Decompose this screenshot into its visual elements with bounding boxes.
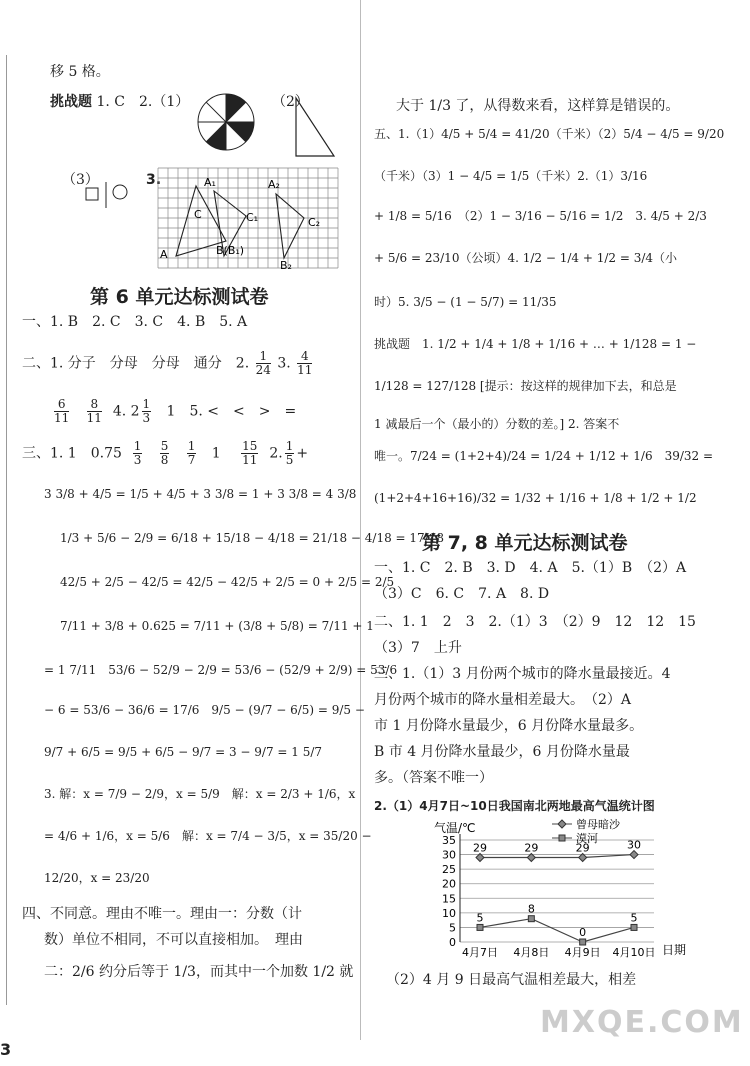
x-tick-label: 4月8日 [513, 946, 550, 959]
left-margin-line [6, 55, 7, 1005]
chart-caption: 2.（1）4月7日~10日我国南北两地最高气温统计图 [374, 799, 655, 813]
answer-line: 月份两个城市的降水量相差最大。 （2）A [374, 692, 632, 708]
x-axis-label: 日期 [662, 943, 687, 957]
grid-label: A [160, 248, 168, 261]
y-tick-label: 0 [449, 936, 456, 949]
equation-line: 12/20，x = 23/20 [44, 871, 150, 885]
shaded-circle-figure [196, 92, 256, 152]
equation-line: 1/3 + 5/6 − 2/9 = 6/18 + 15/18 − 4/18 = 21/18 − 4/18 = 17/18 [60, 531, 444, 545]
y-axis-label: 气温/℃ [434, 821, 476, 835]
data-label: 29 [524, 841, 539, 855]
data-point [631, 924, 637, 930]
equation-line: + 1/8 = 5/16 （2）1 − 3/16 − 5/16 = 1/2 3. 4/5 + 2/3 [374, 209, 707, 223]
answer-line: 二、1. 1 2 3 2.（1）3 （2）9 12 12 15 [374, 614, 696, 630]
fraction: $\frac{1}{7}$ [187, 439, 196, 467]
answer-line: 四、不同意。理由不唯一。理由一：分数（计 [22, 906, 302, 922]
answer-line: 多。（答案不唯一） [374, 770, 493, 786]
temperature-line-chart [422, 814, 722, 962]
grid-transform-figure [156, 166, 340, 272]
equation-line: (1+2+4+16+16)/32 = 1/32 + 1/16 + 1/8 + 1/2 + 1/2 [374, 491, 697, 505]
data-point [580, 939, 586, 945]
fraction: $\frac{1}{3}$ [133, 439, 142, 467]
answer-line: $\frac{6}{11}$ $\frac{8}{11}$ 4. 2 $\frac{1}{3}$ 1 5. < < > = [54, 397, 297, 425]
text-line: 1/128 = 127/128 [提示：按这样的规律加下去，和总是 [374, 379, 677, 393]
equation-line: 42/5 + 2/5 − 42/5 = 42/5 − 42/5 + 2/5 = 0 + 2/5 = 2/5 [60, 575, 395, 589]
grid-label: C₂ [308, 216, 321, 229]
fraction: $\frac{8}{11}$ [86, 397, 102, 425]
y-tick-label: 30 [442, 848, 456, 862]
view-shapes-figure [84, 180, 130, 210]
fraction: $\frac{4}{11}$ [297, 349, 313, 377]
fraction: $\frac{1}{5}$ [285, 439, 294, 467]
fraction: $\frac{15}{11}$ [242, 439, 258, 467]
challenge-line [50, 92, 189, 112]
series-line [480, 919, 634, 942]
fraction: $\frac{5}{8}$ [160, 439, 169, 467]
grid-label: B(B₁) [216, 244, 245, 257]
y-tick-label: 35 [442, 834, 456, 847]
series-line [480, 855, 634, 858]
grid-label: B₂ [280, 259, 292, 272]
answer-line: 二、1. 分子 分母 分母 通分 2. $\frac{1}{24}$ 3. $\frac{4}{11}$ [22, 349, 313, 377]
triangle-figure [292, 94, 338, 160]
legend-marker [559, 835, 565, 841]
equation-line: + 5/6 = 23/10（公顷）4. 1/2 − 1/4 + 1/2 = 3/4（小 [374, 251, 678, 265]
answer-line: 三、1. 1 0.75 $\frac{1}{3}$ $\frac{5}{8}$ $\frac{1}{7}$ 1 $\frac{15}{11}$ 2. $\frac{1}{5}$ + [22, 439, 309, 467]
data-point [477, 924, 483, 930]
data-label: 29 [575, 841, 590, 855]
grid-number: 3. [146, 172, 162, 188]
y-tick-label: 25 [442, 863, 456, 877]
legend-marker [558, 820, 566, 828]
grid-label: A₁ [204, 176, 216, 189]
equation-line: （千米）（3）1 − 4/5 = 1/5（千米）2.（1）3/16 [374, 169, 648, 183]
text-line: 大于 1/3 了，从得数来看，这样算是错误的。 [396, 98, 680, 114]
text-line: 移 5 格。 [50, 64, 110, 80]
equation-line: = 1 7/11 53/6 − 52/9 − 2/9 = 53/6 − (52/9 + 2/9) = 53/6 [44, 663, 398, 677]
fraction: $\frac{1}{24}$ [255, 349, 271, 377]
equation-line: 五、1.（1）4/5 + 5/4 = 41/20（千米）（2）5/4 − 4/5 = 9/20 [374, 127, 725, 141]
data-label: 29 [473, 841, 487, 855]
fraction: $\frac{1}{3}$ [142, 397, 151, 425]
sub-label-2: （2） [272, 94, 309, 110]
y-tick-label: 5 [449, 921, 456, 935]
y-tick-label: 15 [442, 892, 456, 906]
data-label: 5 [476, 911, 484, 925]
watermark: MXQE.COM [540, 1005, 744, 1040]
data-point [528, 916, 534, 922]
answer-line: 一、1. C 2. B 3. D 4. A 5.（1）B （2）A [374, 560, 687, 576]
challenge-answers: 1. C 2.（1） [96, 94, 190, 110]
equation-line: 3 3/8 + 4/5 = 1/5 + 4/5 + 3 3/8 = 1 + 3 3/8 = 4 3/8 [44, 487, 357, 501]
answer-line: 数）单位不相同，不可以直接相加。 理由 [44, 932, 303, 948]
equation-line: 9/7 + 6/5 = 9/5 + 6/5 − 9/7 = 3 − 9/7 = 1 5/7 [44, 745, 323, 759]
answer-line: （3）7 上升 [374, 640, 462, 656]
section-heading-6: 第 6 单元达标测试卷 [90, 286, 269, 308]
sub-label-3: （3） [62, 172, 99, 188]
challenge-line: 挑战题 1. 1/2 + 1/4 + 1/8 + 1/16 + … + 1/128 = 1 − [374, 337, 697, 351]
answer-line: 二：2/6 约分后等于 1/3，而其中一个加数 1/2 就 [44, 964, 354, 980]
column-divider [360, 0, 361, 1040]
equation-line: 7/11 + 3/8 + 0.625 = 7/11 + (3/8 + 5/8) = 7/11 + 1 [60, 619, 374, 633]
x-tick-label: 4月7日 [462, 946, 498, 959]
answer-line: （3）C 6. C 7. A 8. D [374, 586, 550, 602]
grid-label: C₁ [246, 211, 259, 224]
answer-line: B 市 4 月份降水量最少，6 月份降水量最 [374, 744, 630, 760]
data-label: 30 [627, 838, 641, 852]
equation-line: − 6 = 53/6 − 36/6 = 17/6 9/5 − (9/7 − 6/5) = 9/5 − [44, 703, 365, 717]
y-tick-label: 20 [442, 877, 456, 891]
challenge-label: 挑战题 [50, 94, 92, 110]
legend-label: 漠河 [576, 832, 598, 845]
data-point [630, 851, 638, 859]
x-tick-label: 4月9日 [564, 946, 601, 959]
fraction: $\frac{6}{11}$ [54, 397, 70, 425]
section-heading-78: 第 7, 8 单元达标测试卷 [422, 532, 628, 554]
grid-label: A₂ [268, 178, 280, 191]
equation-line: 时）5. 3/5 − (1 − 5/7) = 11/35 [374, 295, 557, 309]
x-tick-label: 4月10日 [612, 946, 656, 959]
y-tick-label: 10 [442, 906, 456, 920]
answer-line: 一、1. B 2. C 3. C 4. B 5. A [22, 314, 248, 330]
data-label: 8 [527, 902, 535, 916]
answer-line: 三、1.（1）3 月份两个城市的降水量最接近。4 [374, 666, 671, 682]
text-line: 1 减最后一个（最小的）分数的差。] 2. 答案不 [374, 417, 620, 431]
answer-line: 市 1 月份降水量最少，6 月份降水量最多。 [374, 718, 644, 734]
page-number: 3 [0, 1040, 12, 1059]
equation-line: 3. 解：x = 7/9 − 2/9，x = 5/9 解：x = 2/3 + 1/6，x [44, 787, 356, 801]
data-label: 0 [579, 926, 587, 939]
equation-line: = 4/6 + 1/6，x = 5/6 解：x = 7/4 − 3/5，x = 35/20 − [44, 829, 372, 843]
answer-line: （2）4 月 9 日最高气温相差最大，相差 [386, 972, 637, 988]
data-label: 5 [630, 911, 638, 925]
grid-label: C [194, 208, 202, 221]
equation-line: 唯一。7/24 = (1+2+4)/24 = 1/24 + 1/12 + 1/6 39/32 = [374, 449, 714, 463]
legend-label: 曾母暗沙 [576, 818, 620, 831]
